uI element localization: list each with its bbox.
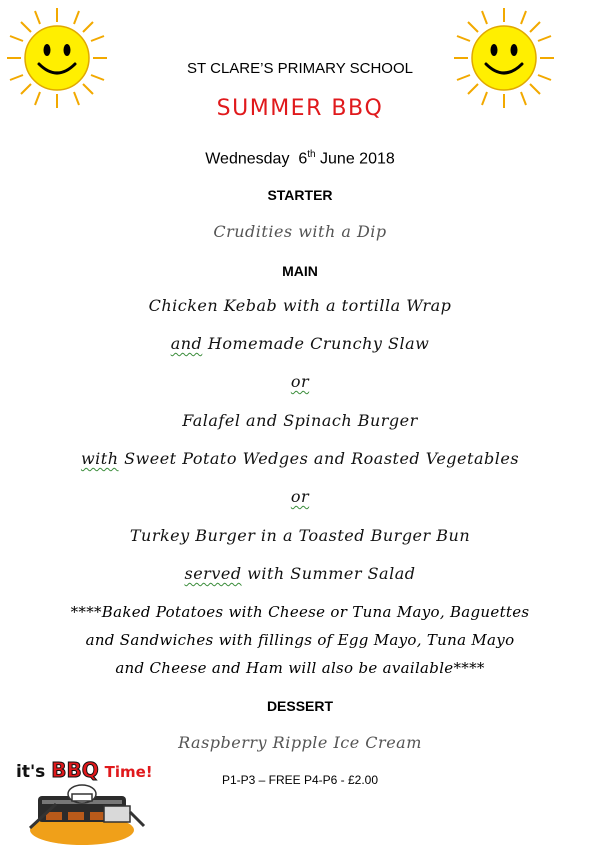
date-weekday: Wednesday	[205, 150, 290, 168]
dessert-item: Raspberry Ripple Ice Cream	[178, 733, 422, 752]
or-text-1: or	[290, 372, 310, 391]
dessert-heading: DESSERT	[266, 698, 334, 714]
or-separator-2	[0, 487, 600, 506]
main-option-3: Turkey Burger in a Toasted Burger Bun	[129, 526, 471, 545]
main-option-2-side-text: Sweet Potato Wedges and Roasted Vegetables	[118, 449, 520, 468]
starter-heading: STARTER	[267, 187, 333, 203]
main-option-1-and: and	[170, 334, 203, 353]
main-option-3-side-text: with Summer Salad	[241, 564, 416, 583]
sun-right-icon	[452, 6, 556, 110]
logo-its: it's	[16, 762, 46, 782]
sun-left-icon	[5, 6, 109, 110]
main-option-2-side	[0, 449, 600, 468]
logo-text	[16, 758, 153, 782]
date-day: 6	[298, 150, 308, 168]
date-rest: June 2018	[320, 150, 395, 168]
main-option-3-served: served	[184, 564, 242, 583]
main-option-1: Chicken Kebab with a tortilla Wrap	[148, 296, 452, 315]
date-suffix: th	[307, 149, 316, 160]
page-title: SUMMER BBQ	[216, 96, 384, 121]
event-date	[0, 149, 600, 168]
main-option-2-with: with	[80, 449, 119, 468]
main-option-2: Falafel and Spinach Burger	[182, 411, 418, 430]
main-heading: MAIN	[282, 263, 318, 279]
main-option-1-side-text: Homemade Crunchy Slaw	[202, 334, 430, 353]
logo-bbq: BBQ	[51, 758, 99, 782]
or-text-2: or	[290, 487, 310, 506]
logo-time: Time!	[104, 763, 153, 781]
bbq-time-logo	[12, 754, 152, 850]
main-option-3-side	[0, 564, 600, 583]
price-info: P1-P3 – FREE P4-P6 - £2.00	[221, 773, 379, 787]
extras-note-line-2: and Sandwiches with fillings of Egg Mayo, Tuna Mayo	[85, 631, 515, 649]
school-name: ST CLARE’S PRIMARY SCHOOL	[187, 60, 413, 77]
extras-note	[0, 598, 600, 682]
extras-note-line-3: and Cheese and Ham will also be available****	[115, 659, 485, 677]
main-option-1-side	[0, 334, 600, 353]
starter-item: Crudities with a Dip	[213, 222, 387, 241]
extras-note-line-1: ****Baked Potatoes with Cheese or Tuna Mayo, Baguettes	[70, 603, 530, 621]
or-separator-1	[0, 372, 600, 391]
